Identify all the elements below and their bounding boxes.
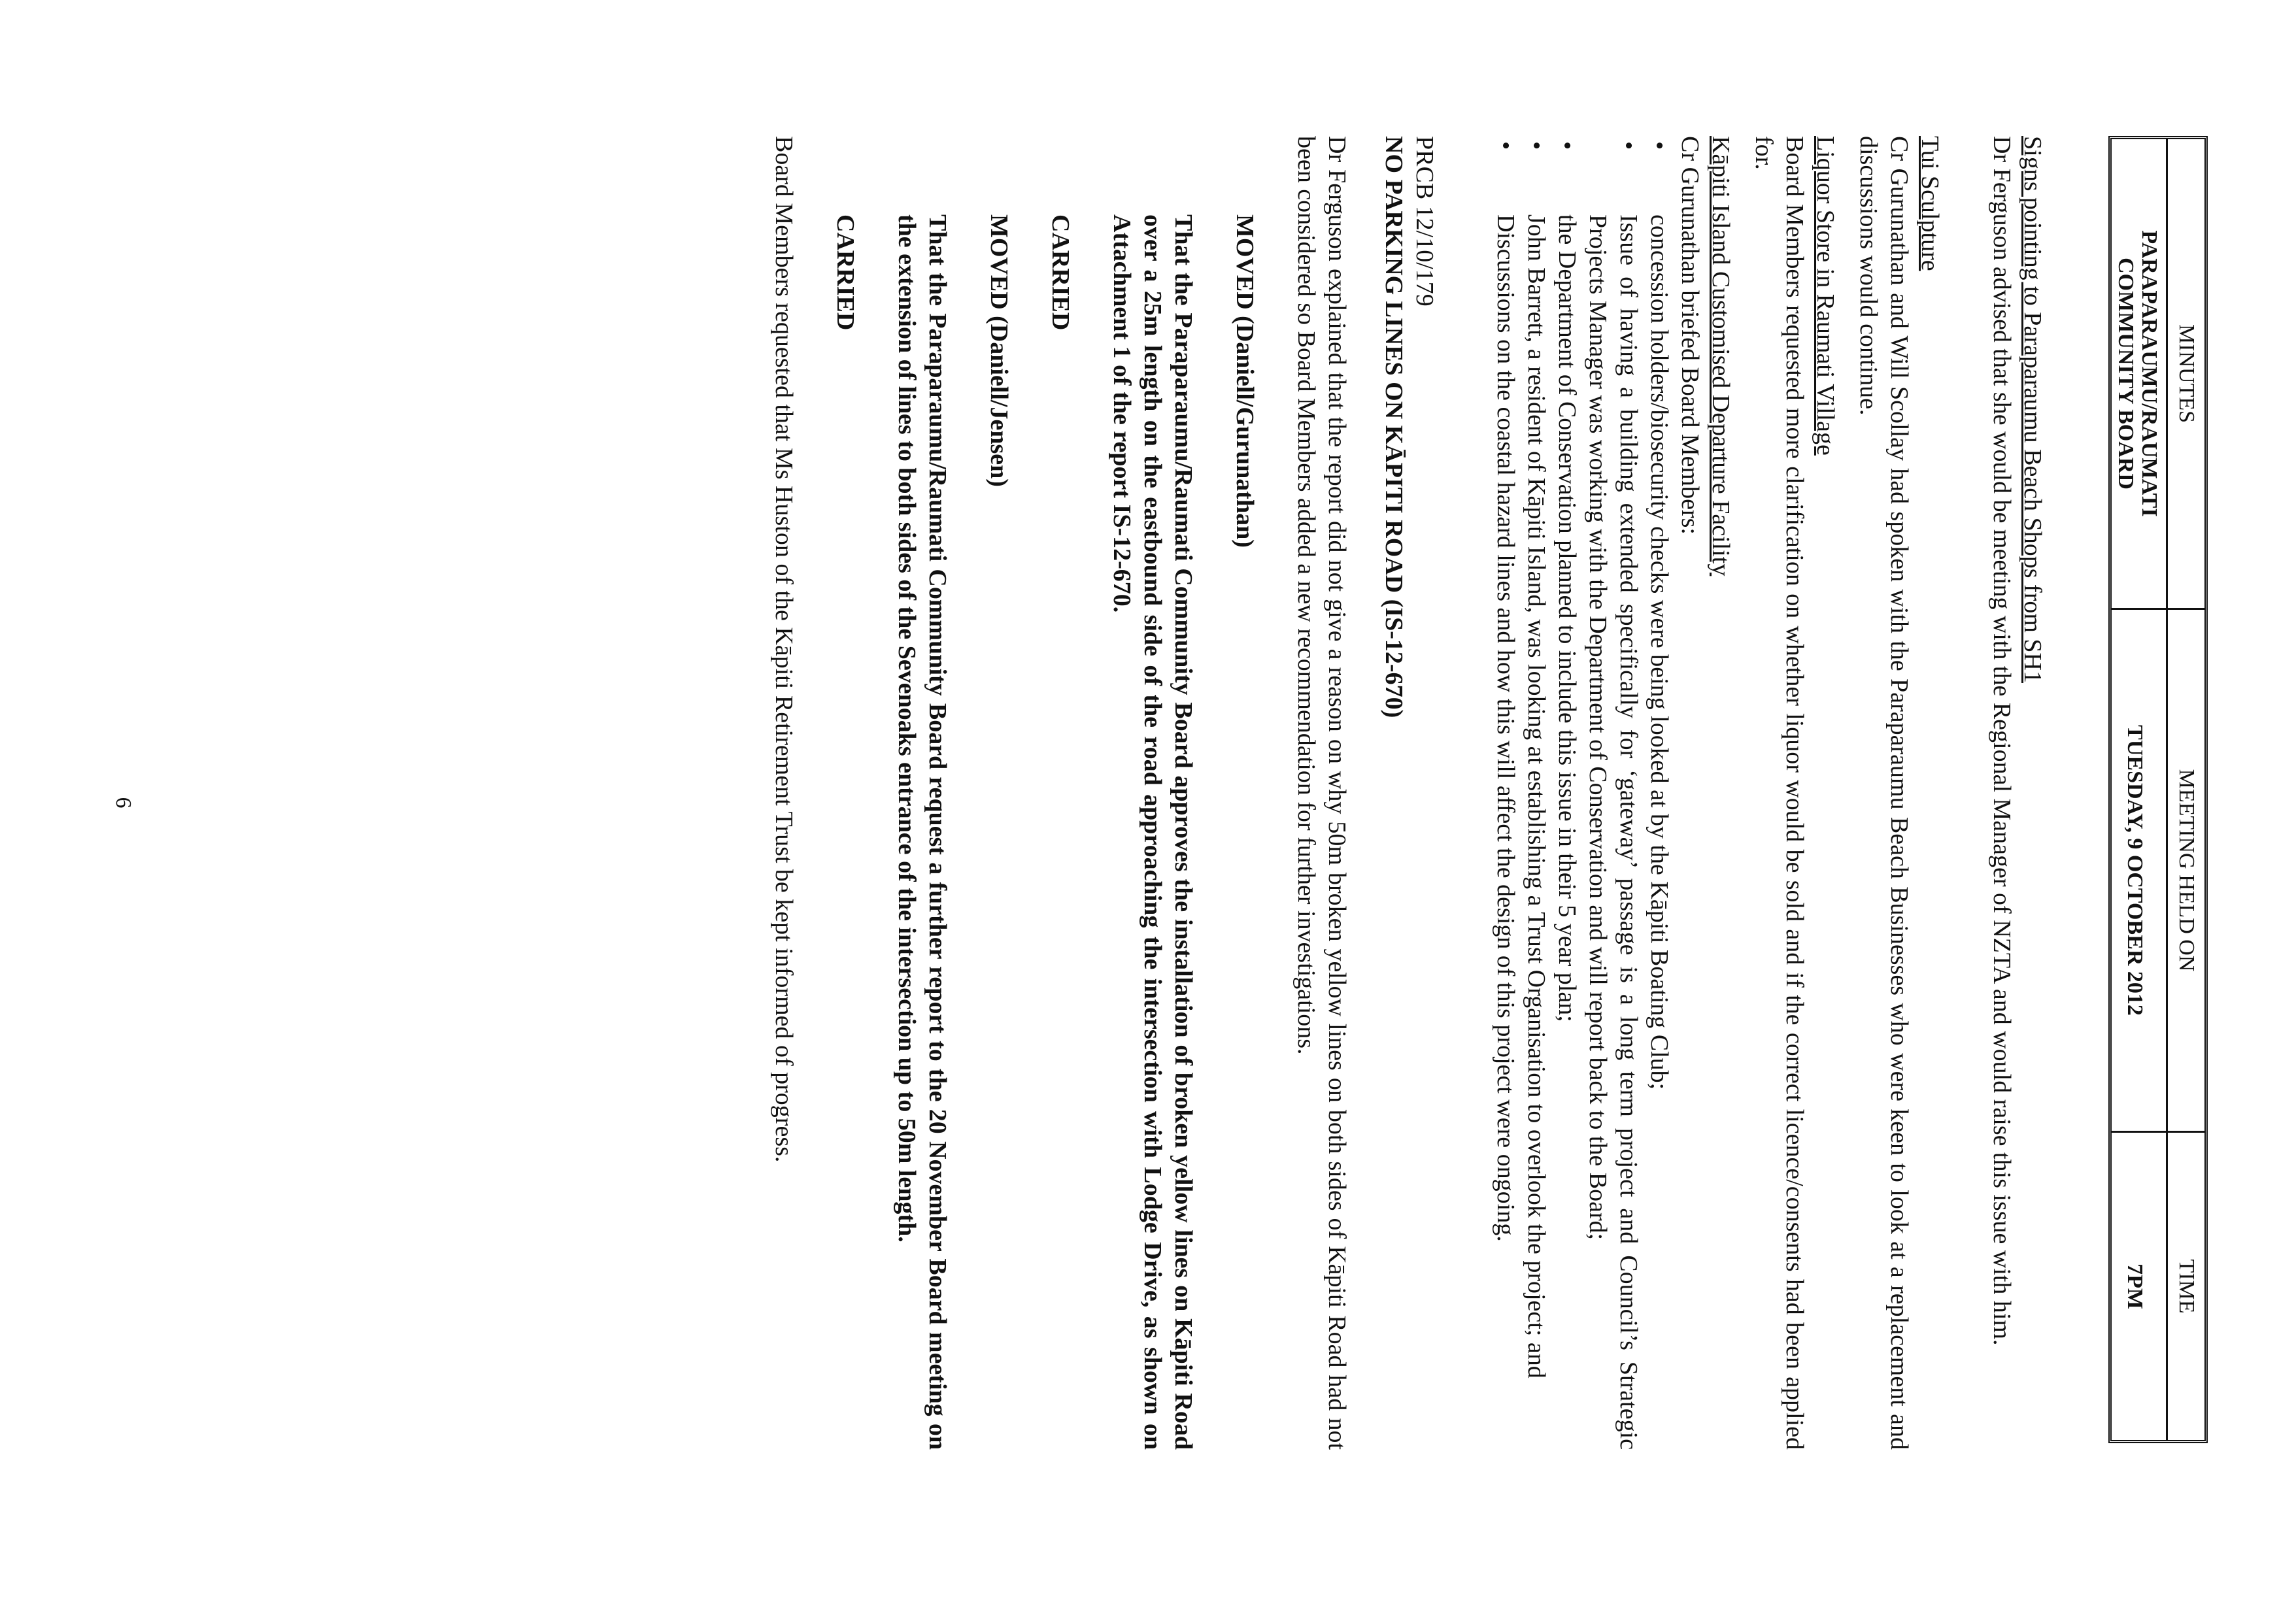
header-minutes-label: MINUTES <box>2166 139 2204 608</box>
section-item <box>768 136 1440 1450</box>
kapiti-bullet-list <box>1490 136 1674 1450</box>
section-body: Cr Gurunathan and Will Scollay had spoken with the Paraparaumu Beach Businesses who were keen to look at a replacement and discussions would continue. <box>1855 136 1913 1450</box>
item-title: NO PARKING LINES ON KĀPITI ROAD (IS-12-670) <box>1380 136 1408 718</box>
section-heading: Kāpiti Island Customised Departure Facility <box>1707 136 1734 577</box>
section-heading: Signs pointing to Paraparaumu Beach Shops from SH1 <box>2019 136 2046 683</box>
header-time-label: TIME <box>2166 1133 2204 1440</box>
moved-line: MOVED (Daniell/Jensen) <box>985 214 1013 487</box>
list-item: • Discussions on the coastal hazard lines and how this will affect the design of this project were ongoing. <box>1490 136 1521 1450</box>
item-body: Dr Ferguson explained that the report did not give a reason on why 50m broken yellow lines on both sides of Kāpiti Road had not been considered so Board Members added a new recommendation for further investigations. <box>1292 136 1351 1450</box>
moved-line: MOVED (Daniell/Gurunathan) <box>1231 214 1258 548</box>
carried-line: CARRIED <box>832 214 859 331</box>
section-body: Board Members requested more clarification on whether liquor would be sold and if the correct licence/consents had been applied for. <box>1750 136 1808 1450</box>
rotated-content-frame <box>111 136 2208 1496</box>
section-kapiti <box>1490 136 1736 1450</box>
header-meeting-cell <box>2112 610 2204 1133</box>
resolution-text: That the Paraparaumu/Raumati Community Board request a further report to the 20 November Board meeting on the extension of lines to both sides of the Sevenoaks entrance of the intersection up to 50m length. <box>893 214 951 1450</box>
header-meeting-label: MEETING HELD ON <box>2166 610 2204 1131</box>
section-tui <box>1853 136 1945 1450</box>
page-number: 6 <box>111 797 135 809</box>
section-intro: Cr Gurunathan briefed Board Members: <box>1676 136 1704 535</box>
list-item: • the Department of Conservation planned to include this issue in their 5 year plan; <box>1551 136 1582 1450</box>
carried-line: CARRIED <box>1047 214 1074 331</box>
section-heading: Liquor Store in Raumati Village <box>1812 136 1839 456</box>
list-item: • concession holders/biosecurity checks were being looked at by the Kāpiti Boating Club; <box>1644 136 1674 1450</box>
list-item: • John Barrett, a resident of Kāpiti Island, was looking at establishing a Trust Organisation to overlook the project; and <box>1521 136 1551 1450</box>
section-signs <box>1986 136 2048 1450</box>
section-body: Dr Ferguson advised that she would be meeting with the Regional Manager of NZTA and would raise this issue with him. <box>1988 136 2016 1346</box>
list-item: • Issue of having a building extended specifically for ‘gateway’ passage is a long term project and Council’s Strategic Projects Manager was working with the Department of Conservation and will report back to the Board; <box>1582 136 1644 1450</box>
header-time-cell <box>2112 1133 2204 1440</box>
header-time-value: 7PM <box>2123 1263 2147 1309</box>
closing-text: Board Members requested that Ms Huston of the Kāpiti Retirement Trust be kept informed of progress. <box>770 136 798 1163</box>
header-table <box>2108 136 2208 1443</box>
resolution-text: That the Paraparaumu/Raumati Community Board approves the installation of broken yellow lines on Kāpiti Road over a 25m length on the eastbound side of the road approaching the intersection with Lodge Drive, as shown on Attachment 1 of the report IS-12-670. <box>1108 214 1197 1450</box>
header-board-name: PARAPARAUMU/RAUMATI COMMUNITY BOARD <box>2114 230 2161 517</box>
header-meeting-date: TUESDAY, 9 OCTOBER 2012 <box>2123 725 2147 1016</box>
item-reference: PRCB 12/10/179 <box>1411 136 1438 307</box>
header-minutes-cell <box>2112 139 2204 610</box>
section-liquor <box>1748 136 1840 1450</box>
section-heading: Tui Sculpture <box>1916 136 1944 271</box>
